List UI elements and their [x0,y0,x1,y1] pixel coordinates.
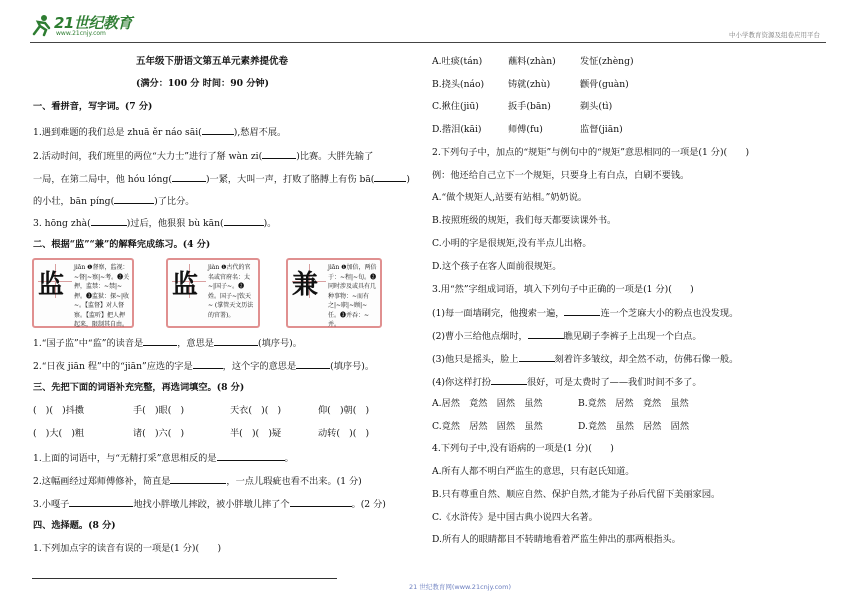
option-a-label: A.吐痰(tán) [432,56,483,67]
page-subtitle: (满分：100 分 时间：90 分钟) [136,78,269,89]
s4-q1: 1.下列加点字的读音有误的一项是(1 分)( ) [33,543,222,554]
answer-blank[interactable] [217,451,285,461]
answer-blank[interactable] [519,352,555,362]
s4-q4-option-d: D.所有人的眼睛都目不转睛地看着严监生伸出的那两根指头。 [432,534,681,545]
answer-blank[interactable] [143,336,177,346]
logo-text: 21世纪教育 [54,14,132,32]
idiom-item: ( )大( )粗 [33,428,85,439]
s4-q2-example: 例：他还给自己立下一个规矩，只要身上有白点，白刷不要钱。 [432,170,690,181]
dictionary-card-jian2 [166,258,260,328]
header-divider [30,42,826,43]
s4-q3-sentence-1: (1)每一面墙刷完，他搜索一遍， 连一个芝麻大小的粉点也没发现。 [432,308,739,319]
s4-q2-option-c: C.小明的字是很规矩,没有半点儿出格。 [432,238,592,249]
s1-q2-line2: 一局，在第二局中，他 hóu lóng( )一紧，大叫一声，打败了胳膊上有伤 bā( ) [33,174,410,185]
answer-blank[interactable] [214,336,258,346]
s4-q3-option-d: D.竟然 虽然 居然 固然 [578,421,690,432]
idiom-item: 天衣( )( ) [230,405,282,416]
answer-blank[interactable] [170,474,226,484]
s4-q3: 3.用“然”字组成词语，填入下列句子中正确的一项是(1 分)( ) [432,284,694,295]
answer-blank[interactable] [224,216,264,226]
s4-q3-option-a: A.居然 竟然 固然 虽然 [432,398,543,409]
s4-q4-option-b: B.只有尊重自然、顺应自然、保护自然,才能为子孙后代留下美丽家园。 [432,489,721,500]
s4-q2: 2.下列句子中，加点的“规矩”与例句中的“规矩”意思相同的一项是(1 分)( ) [432,147,750,158]
logo-url: www.21cnjy.com [56,30,106,37]
s4-q2-option-a: A.“做个规矩人,站要有站相。”奶奶说。 [432,192,588,203]
idiom-item: 手( )眼( ) [133,405,185,416]
s2-q1: 1.“国子监”中“监”的读音是 ，意思是 (填序号)。 [33,338,302,349]
answer-blank[interactable] [202,125,234,135]
s4-q3-option-c: C.竟然 居然 固然 虽然 [432,421,543,432]
option-c-label: C.揪住(jiū) [432,101,479,112]
option-a-word: 蘸料(zhàn) [508,56,556,67]
idiom-item: ( )( )抖擞 [33,405,85,416]
s4-q3-sentence-4: (4)你这样打扮 很好，可是太费时了——我们时间不多了。 [432,377,702,388]
s2-q2: 2.“日夜 jiān 程”中的“jiān”应选的字是 ，这个字的意思是 (填序号)。 [33,361,375,372]
option-d-label: D.揩泪(kāi) [432,124,482,135]
answer-blank[interactable] [374,172,406,182]
answer-blank[interactable] [491,375,527,385]
idiom-item: 诸( )六( ) [133,428,185,439]
answer-blank[interactable] [296,359,330,369]
s4-q4: 4.下列句子中,没有语病的一项是(1 分)( ) [432,443,614,454]
page-title: 五年级下册语文第五单元素养提优卷 [136,56,289,67]
idiom-item: 动转( )( ) [318,428,370,439]
s1-q1: 1.遇到难题的我们总是 zhuā ěr náo sāi( ),愁眉不展。 [33,127,287,138]
option-b-word: 铸就(zhù) [508,79,551,90]
s4-q4-option-a: A.所有人都不明白严监生的意思，只有赵氏知道。 [432,466,635,477]
card-definition: jiān ❶督察，监视：~督|~察|~考。❷关押，监禁：~禁|~押。❸监狱：探~|收~。【监督】对人督察。【监听】把人押起来，限制其自由。 [74,264,130,328]
s4-q2-option-d: D.这个孩子在客人面前很规矩。 [432,261,562,272]
idiom-item: 仰( )朝( ) [318,405,370,416]
runner-logo-icon [30,14,52,36]
option-b-word: 颧骨(guàn) [580,79,629,90]
dictionary-card-jian1 [32,258,134,328]
s3-q1: 1.上面的词语中，与“无精打采”意思相反的是 。 [33,453,294,464]
card-definition: jiàn ❶古代的官名或官府名：太~|国子~。❷姓。国子~|钦天~ (掌管天文历法的官署)。 [208,264,254,319]
answer-blank[interactable] [114,194,154,204]
section-4-heading: 四、选择题。(8 分) [33,520,116,531]
option-b-label: B.挠头(náo) [432,79,485,90]
site-logo [30,12,140,38]
header-platform-text: 中小学教育资源及组卷应用平台 [729,31,820,39]
option-c-word: 剃头(tì) [580,101,613,112]
answer-blank[interactable] [262,149,296,159]
s1-q2-line3: 的小壮，bān píng( )了比分。 [33,196,195,207]
answer-blank[interactable] [528,329,564,339]
card-character: 兼 [292,270,319,300]
card-character: 监 [38,270,65,300]
footer-text: 21 世纪教育网(www.21cnjy.com) [409,583,511,591]
s1-q3: 3. hōng zhà( )过后，他狠狠 bù kān( )。 [33,218,277,229]
s4-q3-option-b: B.竟然 居然 竟然 虽然 [578,398,689,409]
section-3-heading: 三、先把下面的词语补充完整，再选词填空。(8 分) [33,382,245,393]
answer-blank[interactable] [193,359,223,369]
s4-q4-option-c: C.《水浒传》是中国古典小说四大名著。 [432,512,598,523]
section-2-heading: 二、根据“监”“兼”的解释完成练习。(4 分) [33,239,211,250]
s3-q3: 3.小嘎子 地找小胖墩儿摔跤，被小胖墩儿摔了个 。(2 分) [33,499,386,510]
s4-q3-sentence-2: (2)曹小三给他点烟时， 瞧见刷子李裤子上出现一个白点。 [432,331,702,342]
s3-q2: 2.这幅画经过郑师傅修补，简直是 ，一点儿瑕疵也看不出来。(1 分) [33,476,362,487]
answer-blank[interactable] [69,497,133,507]
card-character: 监 [172,270,199,300]
section-1-heading: 一、看拼音，写字词。(7 分) [33,101,153,112]
option-d-word: 师傅(fu) [508,124,543,135]
s4-q3-sentence-3: (3)他只是摇头，脸上 刻着许多皱纹，却全然不动，仿佛石像一般。 [432,354,739,365]
option-a-word: 发怔(zhèng) [580,56,634,67]
dictionary-card-jian3 [286,258,382,328]
answer-blank[interactable] [564,306,600,316]
footer-divider [32,578,337,579]
answer-blank[interactable] [172,172,206,182]
s4-q2-option-b: B.按照班级的规矩，我们每天都要读课外书。 [432,215,617,226]
card-definition: jiān ❶加倍，两倍于：~程|~旬。❷同时涉及或具有几种事物：~而有之|~职|~顾|~任。❸并吞：~并。 [328,264,377,328]
s1-q2-line1: 2.活动时间，我们班里的两位“大力士”进行了掰 wàn zi( )比赛。大胖先输了 [33,151,374,162]
option-c-word: 扳手(bān) [508,101,551,112]
answer-blank[interactable] [91,216,127,226]
idiom-item: 半( )( )疑 [230,428,282,439]
answer-blank[interactable] [290,497,352,507]
option-d-word: 监督(jiān) [580,124,623,135]
